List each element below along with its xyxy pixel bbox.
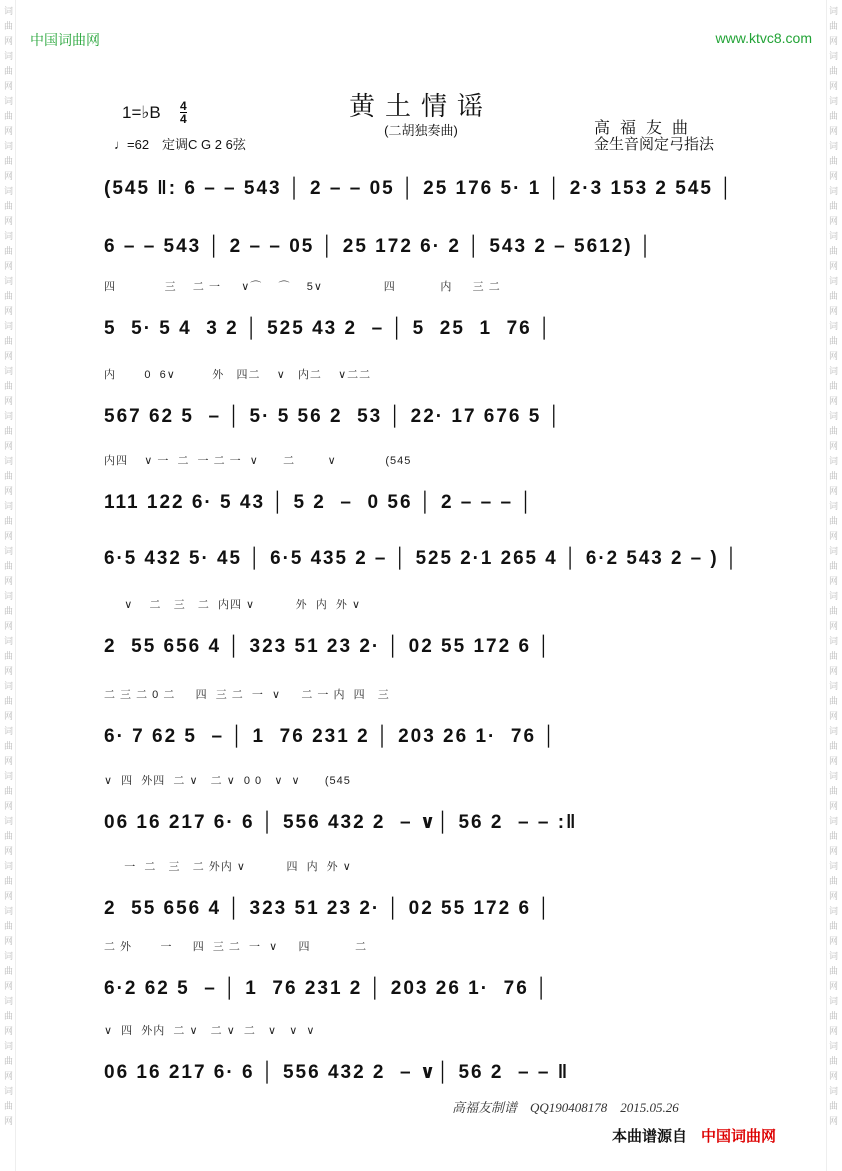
watermark-char: 词 [3,591,13,601]
watermark-char: 网 [828,801,838,811]
watermark-char: 网 [3,666,13,676]
watermark-char: 网 [3,36,13,46]
watermark-char: 曲 [3,966,13,976]
watermark-char: 曲 [3,741,13,751]
watermark-char: 曲 [828,606,838,616]
watermark-char: 网 [3,1116,13,1126]
watermark-char: 词 [828,906,838,916]
score-line [104,369,740,428]
watermark-char: 曲 [3,1101,13,1111]
watermark-char: 词 [3,771,13,781]
watermark-char: 曲 [3,381,13,391]
watermark-char: 词 [3,186,13,196]
watermark-char: 词 [3,1041,13,1051]
arranger-credit: 金生音阅定弓指法 [594,136,715,153]
watermark-char: 网 [3,261,13,271]
watermark-char: 曲 [828,471,838,481]
left-watermark-strip [2,0,16,1171]
watermark-char: 曲 [828,921,838,931]
watermark-char: 词 [828,636,838,646]
source-note [612,1125,776,1146]
watermark-char: 网 [828,756,838,766]
watermark-char: 曲 [3,201,13,211]
watermark-char: 网 [828,936,838,946]
score-line [104,455,740,514]
watermark-char: 网 [3,531,13,541]
watermark-char: 网 [3,576,13,586]
right-watermark-strip [826,0,840,1171]
watermark-char: 网 [828,36,838,46]
watermark-char: 网 [3,351,13,361]
watermark-char: 曲 [3,831,13,841]
watermark-char: 词 [828,726,838,736]
watermark-char: 网 [828,711,838,721]
watermark-char: 词 [3,1086,13,1096]
score-line [104,599,740,658]
watermark-char: 网 [3,306,13,316]
watermark-char: 词 [3,726,13,736]
watermark-char: 词 [828,501,838,511]
watermark-char: 词 [828,996,838,1006]
watermark-char: 曲 [828,21,838,31]
watermark-char: 曲 [3,1056,13,1066]
bowing-marks: ∨ 二 三 二 内四 ∨ 外 内 外 ∨ [104,599,362,611]
watermark-char: 曲 [3,156,13,166]
notation-line: 06 16 217 6· 6 │ 556 432 2 – ∨│ 56 2 – – ‖ [104,1062,570,1083]
site-name-link[interactable]: 中国词曲网 [30,32,100,48]
notation-line: 6·2 62 5 – │ 1 76 231 2 │ 203 26 1· 76 │ [104,978,550,999]
watermark-char: 网 [828,891,838,901]
watermark-char: 网 [828,981,838,991]
score-line [104,861,740,920]
watermark-char: 词 [828,546,838,556]
watermark-char: 网 [3,81,13,91]
watermark-char: 词 [828,456,838,466]
bowing-marks: 二 三 二 0 二 四 三 二 一 ∨ 二 一 内 四 三 [104,689,390,701]
notation-line: 6·5 432 5· 45 │ 6·5 435 2 – │ 525 2·1 265 4 │ 6·2 543 2 – ) │ [104,548,740,569]
watermark-char: 词 [3,231,13,241]
watermark-char: 词 [828,816,838,826]
watermark-char: 曲 [828,561,838,571]
watermark-char: 词 [3,456,13,466]
watermark-char: 曲 [3,291,13,301]
watermark-char: 词 [828,1041,838,1051]
watermark-char: 曲 [828,696,838,706]
watermark-char: 词 [3,96,13,106]
watermark-char: 词 [3,501,13,511]
score-line [104,689,740,748]
watermark-char: 词 [3,906,13,916]
watermark-char: 网 [828,351,838,361]
transcriber-credit: 高福友制谱 QQ190408178 2015.05.26 [452,1100,679,1115]
watermark-char: 曲 [828,66,838,76]
watermark-char: 网 [3,846,13,856]
watermark-char: 曲 [828,201,838,211]
bowing-marks: 四 三 二 一 ∨⌒ ⌒ 5∨ 四 内 三 二 [104,281,501,293]
score-line [104,941,740,1000]
watermark-char: 曲 [3,1011,13,1021]
watermark-char: 词 [828,1086,838,1096]
watermark-char: 曲 [3,696,13,706]
watermark-char: 曲 [3,516,13,526]
watermark-char: 网 [828,1116,838,1126]
watermark-char: 曲 [3,426,13,436]
score-line [104,526,740,570]
watermark-char: 网 [3,936,13,946]
bowing-marks: 一 二 三 二 外内 ∨ 四 内 外 ∨ [104,861,352,873]
watermark-char: 词 [3,141,13,151]
notation-line: 6· 7 62 5 – │ 1 76 231 2 │ 203 26 1· 76 │ [104,726,558,747]
watermark-char: 网 [828,216,838,226]
notation-line: 2 55 656 4 │ 323 51 23 2· │ 02 55 172 6 │ [104,898,553,919]
time-signature-bottom: 4 [180,112,187,126]
watermark-char: 曲 [828,336,838,346]
watermark-char: 网 [3,756,13,766]
watermark-char: 曲 [3,651,13,661]
watermark-char: 曲 [828,1011,838,1021]
watermark-char: 曲 [828,426,838,436]
watermark-char: 词 [828,321,838,331]
watermark-char: 网 [3,711,13,721]
watermark-char: 曲 [828,381,838,391]
site-url-link[interactable]: www.ktvc8.com [715,30,812,46]
watermark-char: 网 [3,486,13,496]
notation-line: 111 122 6· 5 43 │ 5 2 – 0 56 │ 2 – – – │ [104,492,535,513]
watermark-char: 词 [828,186,838,196]
watermark-char: 曲 [828,516,838,526]
watermark-char: 词 [3,366,13,376]
watermark-char: 曲 [828,246,838,256]
watermark-char: 网 [828,306,838,316]
watermark-char: 网 [828,666,838,676]
bowing-marks: 内 0 6∨ 外 四二 ∨ 内二 ∨二二 [104,369,372,381]
notation-line: 567 62 5 – │ 5· 5 56 2 53 │ 22· 17 676 5 │ [104,406,563,427]
watermark-char: 曲 [3,786,13,796]
key-signature: 1=♭B [122,103,161,122]
watermark-char: 网 [828,576,838,586]
score-line [104,1025,740,1084]
watermark-char: 词 [3,6,13,16]
watermark-char: 网 [3,216,13,226]
score-line [104,775,740,834]
watermark-char: 曲 [828,291,838,301]
watermark-char: 网 [3,891,13,901]
watermark-char: 词 [828,276,838,286]
watermark-char: 曲 [3,876,13,886]
watermark-char: 词 [828,861,838,871]
watermark-char: 网 [828,81,838,91]
watermark-char: 网 [828,171,838,181]
score-line [104,281,740,340]
watermark-char: 网 [3,1026,13,1036]
watermark-char: 曲 [3,561,13,571]
source-site-link[interactable]: 中国词曲网 [701,1128,777,1145]
watermark-char: 词 [3,636,13,646]
notation-line: (545 ‖: 6 – – 543 │ 2 – – 05 │ 25 176 5· 1 │ 2·3 153 2 545 │ [104,178,735,199]
watermark-char: 网 [3,441,13,451]
watermark-char: 词 [3,861,13,871]
watermark-char: 网 [828,621,838,631]
watermark-char: 词 [828,951,838,961]
watermark-char: 网 [828,261,838,271]
watermark-char: 曲 [3,921,13,931]
watermark-char: 网 [3,621,13,631]
watermark-char: 词 [3,816,13,826]
watermark-char: 网 [828,846,838,856]
watermark-char: 词 [828,366,838,376]
watermark-char: 词 [3,51,13,61]
watermark-char: 曲 [828,966,838,976]
notation-line: 2 55 656 4 │ 323 51 23 2· │ 02 55 172 6 │ [104,636,553,657]
watermark-char: 网 [3,126,13,136]
watermark-char: 词 [3,681,13,691]
watermark-char: 词 [828,51,838,61]
watermark-char: 网 [828,1026,838,1036]
watermark-char: 词 [828,771,838,781]
watermark-char: 曲 [828,156,838,166]
watermark-char: 曲 [3,66,13,76]
watermark-char: 词 [828,231,838,241]
source-label: 本曲谱源自 [612,1128,688,1145]
bowing-marks: 内四 ∨ 一 二 一 二 一 ∨ 二 ∨ (545 [104,455,412,467]
watermark-char: 曲 [3,111,13,121]
watermark-char: 网 [3,801,13,811]
score-line [104,214,740,258]
watermark-char: 曲 [828,1056,838,1066]
bowing-marks: ∨ 四 外内 二 ∨ 二 ∨ 二 ∨ ∨ ∨ [104,1025,316,1037]
watermark-char: 网 [828,396,838,406]
watermark-char: 曲 [3,471,13,481]
watermark-char: 词 [828,6,838,16]
score-subtitle: (二胡独奏曲) [384,123,458,138]
score-title: 黄土情谣 [348,92,493,122]
watermark-char: 曲 [828,741,838,751]
watermark-char: 词 [3,321,13,331]
watermark-char: 网 [3,981,13,991]
watermark-char: 网 [828,531,838,541]
watermark-char: 曲 [828,876,838,886]
bowing-marks: ∨ 四 外四 二 ∨ 二 ∨ 0 0 ∨ ∨ (545 [104,775,351,787]
watermark-char: 网 [828,441,838,451]
watermark-char: 词 [3,411,13,421]
watermark-char: 曲 [3,246,13,256]
watermark-char: 网 [3,171,13,181]
watermark-char: 曲 [828,651,838,661]
watermark-char: 网 [828,1071,838,1081]
notation-line: 6 – – 543 │ 2 – – 05 │ 25 172 6· 2 │ 543 2 – 5612) │ [104,236,654,257]
watermark-char: 网 [828,486,838,496]
watermark-char: 曲 [828,831,838,841]
watermark-char: 曲 [3,606,13,616]
composer-credit: 高福友曲 [594,120,699,137]
score-line [104,156,740,200]
watermark-char: 曲 [828,1101,838,1111]
watermark-char: 词 [3,996,13,1006]
watermark-char: 词 [3,276,13,286]
time-signature-top: 4 [180,99,187,113]
bowing-marks: 二 外 一 四 三 二 一 ∨ 四 二 [104,941,368,953]
watermark-char: 曲 [3,336,13,346]
watermark-char: 词 [828,141,838,151]
watermark-char: 词 [828,96,838,106]
watermark-char: 词 [828,681,838,691]
watermark-char: 词 [828,591,838,601]
watermark-char: 网 [828,126,838,136]
tempo-marking: ♩=62 定调C G 2 6弦 [114,137,246,152]
notation-line: 06 16 217 6· 6 │ 556 432 2 – ∨│ 56 2 – – :‖ [104,812,578,833]
watermark-char: 词 [3,546,13,556]
watermark-char: 网 [3,1071,13,1081]
time-signature [180,100,187,125]
watermark-char: 词 [828,411,838,421]
watermark-char: 网 [3,396,13,406]
watermark-char: 曲 [828,786,838,796]
watermark-char: 曲 [828,111,838,121]
notation-line: 5 5· 5 4 3 2 │ 525 43 2 – │ 5 25 1 76 │ [104,318,553,339]
watermark-char: 词 [3,951,13,961]
watermark-char: 曲 [3,21,13,31]
